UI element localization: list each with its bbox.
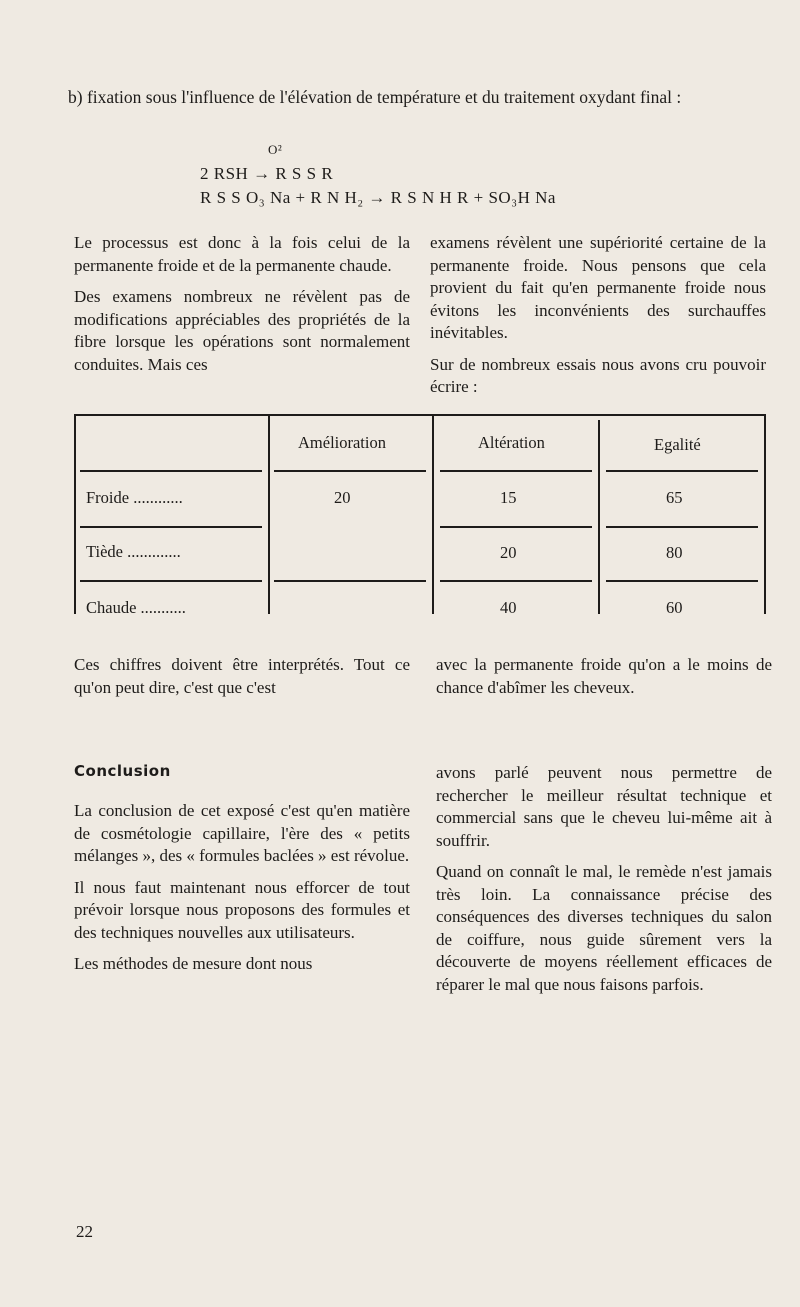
page-number: 22 (76, 1222, 93, 1241)
paragraph: Des examens nombreux ne révèlent pas de modifications appréciables des propriétés de la fibre lorsque les opérations sont normalement conduites. Mais ces (74, 287, 410, 374)
cell-froide-amelioration: 20 (334, 488, 351, 507)
table-col-rule (598, 420, 600, 614)
cell-chaude-egalite: 60 (666, 598, 683, 617)
cell-froide-alteration: 15 (500, 488, 517, 507)
row-rule (80, 526, 262, 528)
row-rule (274, 580, 426, 582)
cell-chaude-alteration: 40 (500, 598, 517, 617)
conclusion-heading: Conclusion (74, 762, 171, 780)
row-rule (440, 526, 592, 528)
row-label-chaude: Chaude ........... (86, 598, 186, 617)
row-rule (274, 470, 426, 472)
row-rule (606, 580, 758, 582)
row-label-froide: Froide ............ (86, 488, 183, 507)
header-amelioration: Amélioration (298, 433, 386, 452)
row-rule (440, 470, 592, 472)
table-top-rule (74, 414, 764, 416)
intro-text: b) fixation sous l'influence de l'élévation de température et du traitement oxydant final : (68, 87, 682, 107)
formula-line-1: 2 RSH → R S S R (200, 164, 334, 183)
row-rule (440, 580, 592, 582)
cell-froide-egalite: 65 (666, 488, 683, 507)
formula-line-2: R S S O₃ Na + R N H₂ → R S N H R + SO₃H Na (200, 188, 556, 207)
paragraph: La conclusion de cet exposé c'est qu'en matière de cosmétologie capillaire, l'ère des « petits mélanges », des « formules baclées » est révolue. (74, 801, 410, 865)
formula-superscript: O² (268, 142, 283, 157)
paragraph: avons parlé peuvent nous permettre de rechercher le meilleur résultat technique et commercial sans que le cheveu lui-même ait à souffrir. (436, 763, 772, 850)
paragraph: Sur de nombreux essais nous avons cru pouvoir écrire : (430, 354, 766, 396)
header-egalite: Egalité (654, 435, 701, 454)
right-column-conclusion (436, 762, 772, 1005)
paragraph: Ces chiffres doivent être interprétés. Tout ce qu'on peut dire, c'est que c'est (74, 655, 410, 697)
right-column-after-table (436, 654, 772, 708)
paragraph: Quand on connaît le mal, le remède n'est jamais très loin. La connaissance précise des conséquences des diverses techniques du salon de coiffure, nous guide sûrement vers la découverte de moyens réellement efficaces de réparer le mal que nous faisons parfois. (436, 862, 772, 994)
table-col-rule (432, 414, 434, 614)
row-rule (606, 526, 758, 528)
table-right-rule (764, 414, 766, 614)
row-rule (80, 580, 262, 582)
cell-tiede-egalite: 80 (666, 543, 683, 562)
paragraph: Le processus est donc à la fois celui de la permanente froide et de la permanente chaude. (74, 233, 410, 275)
intro-paragraph (68, 86, 768, 108)
paragraph: examens révèlent une supériorité certaine de la permanente froide. Nous pensons que cela provient du fait qu'en permanente froide nous évitons les inconvénients des surchauffes inévitables. (430, 233, 766, 342)
table-col-rule (268, 414, 270, 614)
header-alteration: Altération (478, 433, 545, 452)
row-rule (606, 470, 758, 472)
paragraph: Les méthodes de mesure dont nous (74, 954, 313, 973)
paragraph: Il nous faut maintenant nous efforcer de tout prévoir lorsque nous proposons des formules et des techniques nouvelles aux utilisateurs. (74, 877, 410, 942)
cell-tiede-alteration: 20 (500, 543, 517, 562)
right-column-top (430, 232, 766, 408)
left-column-top (74, 232, 410, 385)
table-left-rule (74, 414, 76, 614)
paragraph: avec la permanente froide qu'on a le moins de chance d'abîmer les cheveux. (436, 655, 772, 697)
row-rule (80, 470, 262, 472)
row-label-tiede: Tiède ............. (86, 542, 181, 561)
left-column-conclusion (74, 800, 410, 985)
left-column-after-table (74, 654, 410, 708)
